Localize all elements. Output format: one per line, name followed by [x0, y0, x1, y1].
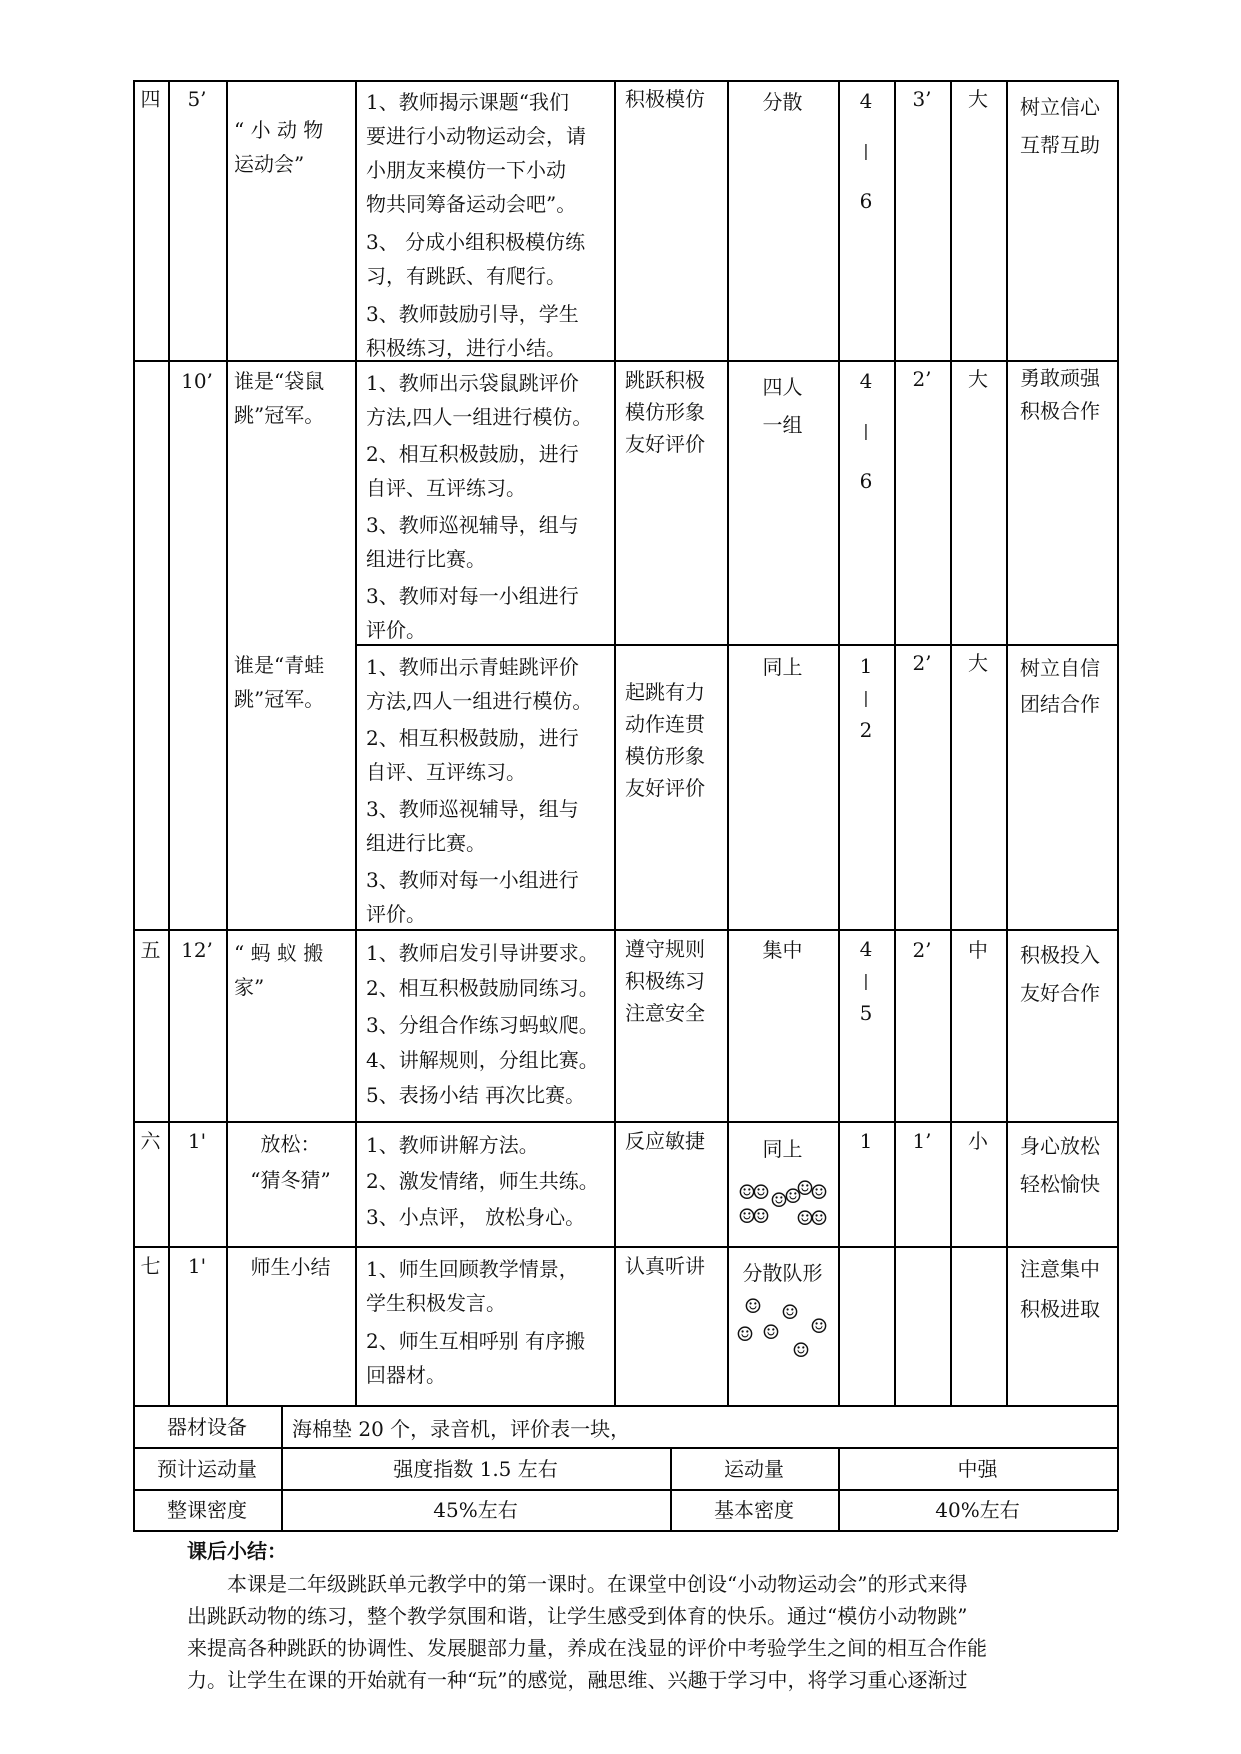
row-number: 七	[140, 1254, 161, 1278]
smiley-face-icon: ☺	[744, 1294, 762, 1318]
requirements: 起跳有力 动作连贯 模仿形象 友好评价	[625, 680, 705, 800]
intensity: 大	[968, 367, 988, 391]
intensity: 小	[968, 1129, 988, 1153]
amount-label: 运动量	[724, 1456, 784, 1481]
teaching-steps: 1、教师揭示课题“我们 要进行小动物运动会，请 小朋友来模仿一下小动 物共同筹备运动会吧”。 3、 分成小组积极模仿练 习，有跳跃、有爬行。 3、教师鼓励引导，学生 积极练习，进行小结。	[366, 90, 586, 360]
duration: 1’	[912, 1129, 932, 1153]
row-time: 12’	[181, 938, 213, 962]
requirements: 遵守规则 积极练习 注意安全	[625, 937, 705, 1025]
organization: 同上	[762, 655, 803, 679]
intensity: 中	[968, 938, 988, 962]
goal: 树立信心 互帮互助	[1020, 95, 1100, 157]
basic-density-value: 40%左右	[935, 1498, 1020, 1522]
activity-name: 放松： “猜冬猜”	[250, 1132, 331, 1192]
requirements: 认真听讲	[625, 1254, 705, 1278]
activity-name: 谁是“青蛙 跳”冠军。	[234, 653, 325, 711]
smiley-face-icon: ☺	[796, 1206, 814, 1230]
activity-name: “ 小 动 物 运动会”	[234, 118, 324, 176]
smiley-face-icon: ☺	[810, 1314, 828, 1338]
smiley-face-icon: ☺	[770, 1188, 788, 1212]
duration: 3’	[912, 87, 932, 111]
smiley-face-icon: ☺	[810, 1206, 828, 1230]
smiley-face-icon: ☺	[738, 1204, 756, 1228]
smiley-face-icon: ☺	[752, 1204, 770, 1228]
duration: 2’	[912, 367, 932, 391]
smiley-face-icon: ☺	[810, 1180, 828, 1204]
group-count: 1 | 2	[859, 654, 873, 742]
smiley-face-icon: ☺	[738, 1180, 756, 1204]
goal: 积极投入 友好合作	[1020, 943, 1100, 1005]
teaching-steps: 1、教师出示青蛙跳评价 方法,四人一组进行模仿。 2、相互积极鼓励，进行 自评、互评练习。 3、教师巡视辅导，组与 组进行比赛。 3、教师对每一小组进行 评价。	[366, 655, 593, 926]
row-number: 四	[140, 87, 161, 111]
load-value: 强度指数 1.5 左右	[393, 1456, 558, 1481]
amount-value: 中强	[957, 1456, 998, 1481]
organization: 分散队形	[742, 1261, 823, 1285]
teaching-steps: 1、师生回顾教学情景， 学生积极发言。 2、师生互相呼别 有序搬 回器材。	[366, 1257, 586, 1387]
organization: 四人 一组	[762, 375, 803, 437]
goal: 勇敢顽强 积极合作	[1020, 366, 1100, 423]
teaching-steps: 1、教师出示袋鼠跳评价 方法,四人一组进行模仿。 2、相互积极鼓励，进行 自评、互评练习。 3、教师巡视辅导，组与 组进行比赛。 3、教师对每一小组进行 评价。	[366, 371, 593, 642]
summary-body: 本课是二年级跳跃单元教学中的第一课时。在课堂中创设“小动物运动会”的形式来得 出跳跃动物的练习，整个教学氛围和谐，让学生感受到体育的快乐。通过“模仿小动物跳” 来提高各种跳跃的协调性、发展腿部力量，养成在浅显的评价中考验学生之间的相互合作能 力。让学生在课的开始就有一种“玩”的感觉，融思维、兴趣于学习中，将学习重心逐渐过	[187, 1572, 987, 1692]
group-count: 4 | 5	[859, 937, 873, 1025]
basic-density-label: 基本密度	[714, 1498, 794, 1522]
row-number: 五	[140, 938, 161, 962]
row-time: 10’	[181, 369, 213, 393]
smiley-face-icon: ☺	[752, 1180, 770, 1204]
teaching-steps: 1、教师讲解方法。 2、激发情绪，师生共练。 3、小点评， 放松身心。	[366, 1133, 599, 1229]
requirements: 积极模仿	[625, 87, 705, 111]
intensity: 大	[968, 651, 988, 675]
duration: 2’	[912, 651, 932, 675]
activity-name: 谁是“袋鼠 跳”冠军。	[234, 369, 325, 427]
organization: 集中	[762, 938, 803, 962]
duration: 2’	[912, 938, 932, 962]
row-time: 5’	[187, 87, 207, 111]
smiley-face-icon: ☺	[784, 1184, 802, 1208]
equipment-label: 器材设备	[167, 1414, 247, 1439]
group-count: 1	[859, 1129, 873, 1153]
group-count: 4 | 6	[859, 369, 873, 493]
row-time: 1'	[187, 1254, 207, 1278]
activity-name: “ 蚂 蚁 搬 家”	[234, 941, 324, 999]
density-value: 45%左右	[433, 1498, 518, 1522]
smiley-face-icon: ☺	[796, 1176, 814, 1200]
smiley-face-icon: ☺	[781, 1300, 799, 1324]
requirements: 跳跃积极 模仿形象 友好评价	[625, 368, 705, 456]
smiley-face-icon: ☺	[736, 1322, 754, 1346]
summary-heading: 课后小结：	[187, 1539, 287, 1563]
intensity: 大	[968, 87, 988, 111]
smiley-face-icon: ☺	[792, 1338, 810, 1362]
teaching-steps: 1、教师启发引导讲要求。 2、相互积极鼓励同练习。 3、分组合作练习蚂蚁爬。 4、讲解规则，分组比赛。 5、表扬小结 再次比赛。	[366, 941, 599, 1107]
row-time: 1'	[187, 1129, 207, 1153]
row-number: 六	[140, 1129, 161, 1153]
activity-name: 师生小结	[250, 1255, 331, 1279]
organization: 同上	[762, 1137, 803, 1161]
goal: 注意集中 积极进取	[1020, 1257, 1100, 1321]
requirements: 反应敏捷	[625, 1129, 705, 1153]
group-count: 4 | 6	[859, 89, 873, 213]
equipment-value: 海棉垫 20 个，录音机，评价表一块，	[292, 1417, 631, 1441]
organization: 分散	[762, 90, 803, 114]
goal: 身心放松 轻松愉快	[1020, 1134, 1100, 1196]
load-label: 预计运动量	[157, 1456, 257, 1481]
smiley-face-icon: ☺	[762, 1320, 780, 1344]
density-label: 整课密度	[167, 1498, 247, 1522]
goal: 树立自信 团结合作	[1020, 656, 1100, 716]
